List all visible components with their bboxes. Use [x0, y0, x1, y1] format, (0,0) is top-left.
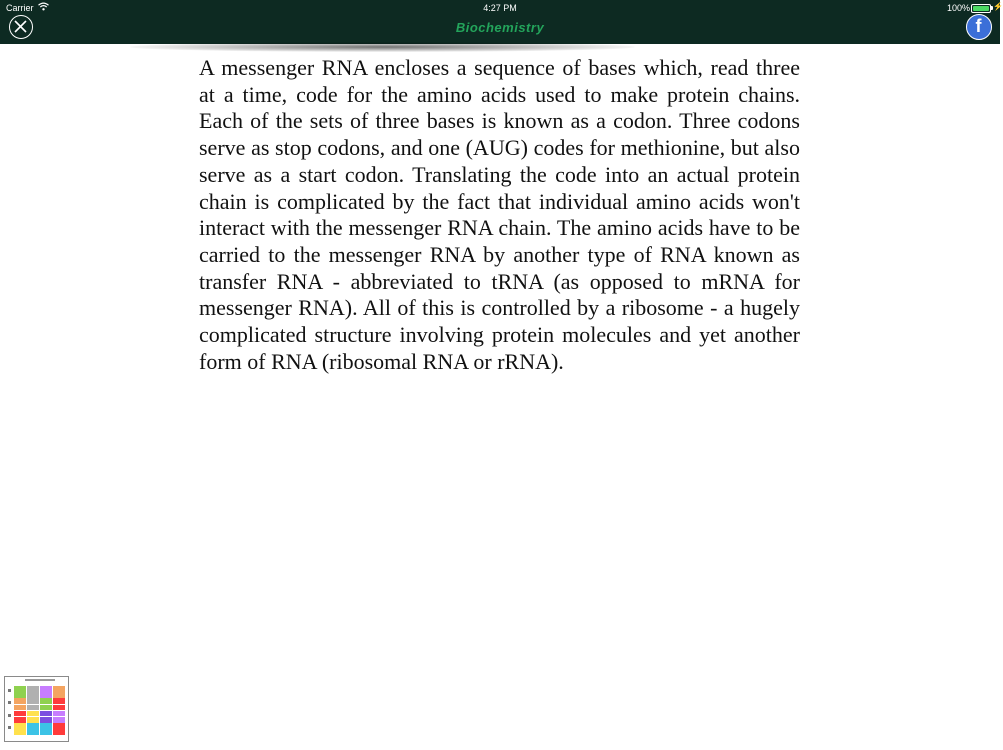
thumbnail-cell	[40, 692, 52, 698]
thumbnail-cell	[14, 711, 26, 717]
thumbnail-cell	[27, 686, 39, 692]
thumbnail-cell	[14, 692, 26, 698]
thumbnail-cell	[53, 729, 65, 735]
thumbnail-row-label	[8, 701, 11, 704]
thumbnail-cell	[40, 686, 52, 692]
thumbnail-cell	[27, 723, 39, 729]
thumbnail-cell	[14, 705, 26, 711]
thumbnail-cell	[27, 692, 39, 698]
facebook-share-button[interactable]	[966, 14, 992, 40]
thumbnail-cell	[53, 686, 65, 692]
app-title: Biochemistry	[455, 20, 545, 35]
article-text: A messenger RNA encloses a sequence of bases which, read three at a time, code for the amino acids used to make protein chains. Each of the sets of three bases is known as a codon. Three codons serve as stop codons, and one (AUG) codes for methionine, but also serve as a start codon. Translating the code into an actual protein chain is complicated by the fact that individual amino acids won't interact with the messenger RNA chain. The amino acids have to be carried to the messenger RNA by another type of RNA known as transfer RNA - abbreviated to tRNA (as opposed to mRNA for messenger RNA). All of this is controlled by a ribosome - a hugely complicated structure involving protein molecules and yet another form of RNA (ribosomal RNA or rRNA).	[199, 55, 800, 374]
thumbnail-row-label	[8, 726, 11, 729]
thumbnail-cell	[40, 717, 52, 723]
thumbnail-cell	[27, 717, 39, 723]
charging-bolt-icon: ⚡	[993, 2, 1003, 11]
thumbnail-cell	[53, 705, 65, 711]
thumbnail-cell	[53, 692, 65, 698]
status-time: 4:27 PM	[483, 3, 517, 13]
thumbnail-title-bar	[25, 679, 55, 681]
thumbnail-cell	[40, 705, 52, 711]
navigation-bar	[0, 0, 1003, 44]
facebook-icon: f	[975, 16, 982, 36]
status-bar	[0, 0, 1003, 16]
thumbnail-cell	[27, 698, 39, 704]
header-shadow	[130, 42, 635, 52]
thumbnail-cell	[27, 729, 39, 735]
carrier-label: Carrier	[6, 3, 34, 13]
thumbnail-cell	[40, 723, 52, 729]
thumbnail-cell	[14, 698, 26, 704]
thumbnail-cell	[14, 729, 26, 735]
thumbnail-row-label	[8, 689, 11, 692]
battery-icon	[971, 4, 991, 13]
codon-table-thumbnail[interactable]	[4, 676, 69, 742]
thumbnail-cell	[53, 717, 65, 723]
thumbnail-cell	[53, 698, 65, 704]
battery-percentage: 100%	[947, 3, 971, 13]
thumbnail-cell	[53, 711, 65, 717]
thumbnail-cell	[40, 729, 52, 735]
thumbnail-cell	[53, 723, 65, 729]
thumbnail-cell	[40, 711, 52, 717]
thumbnail-cell	[40, 698, 52, 704]
thumbnail-cell	[14, 723, 26, 729]
thumbnail-cell	[27, 711, 39, 717]
thumbnail-cell	[14, 686, 26, 692]
thumbnail-row-label	[8, 714, 11, 717]
thumbnail-cell	[14, 717, 26, 723]
thumbnail-cell	[27, 705, 39, 711]
